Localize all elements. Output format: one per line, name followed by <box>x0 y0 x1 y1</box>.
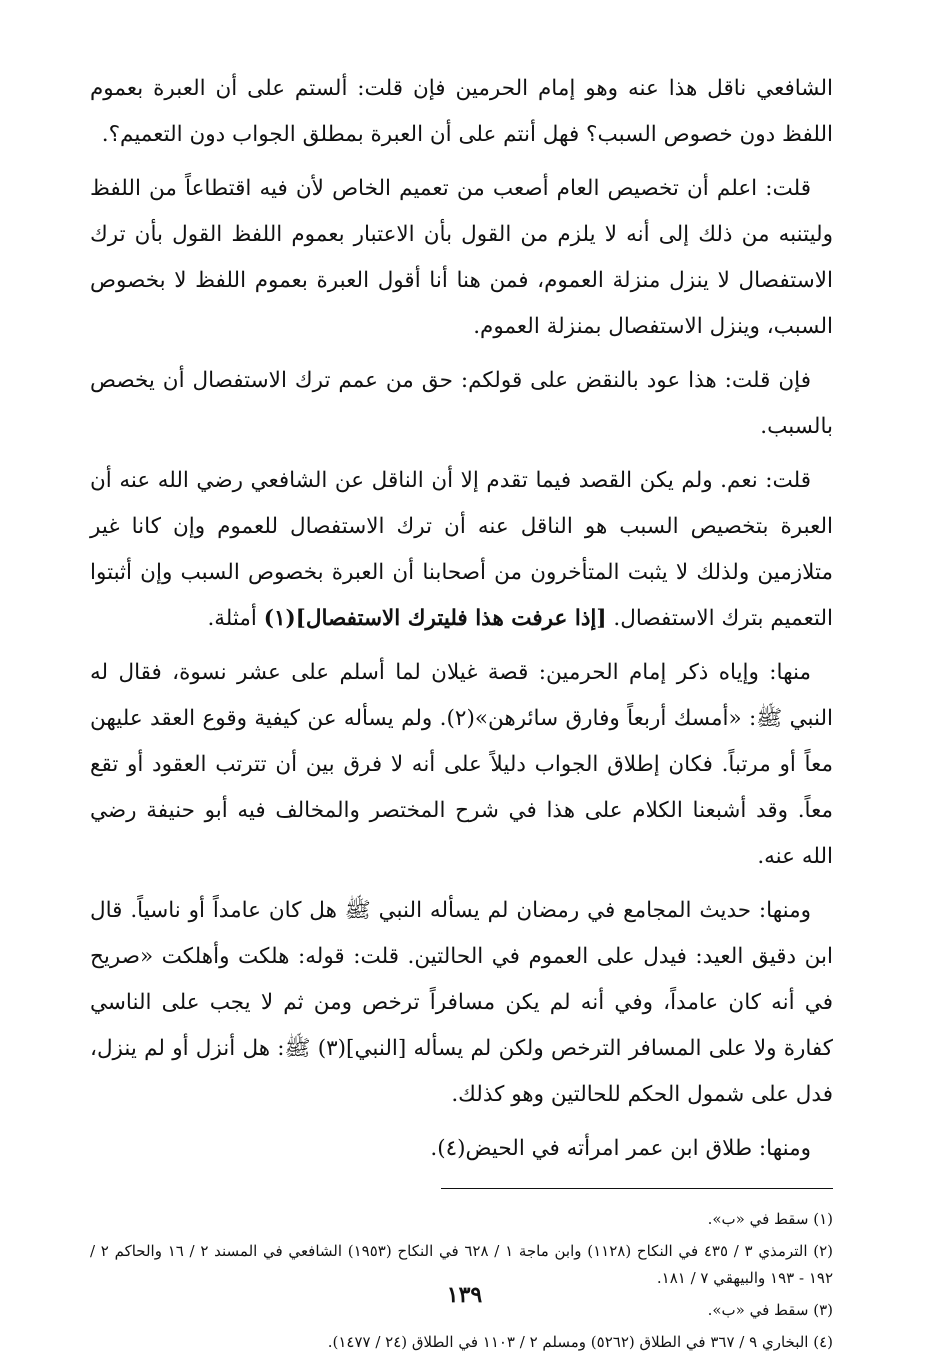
footnote-3: (٣) سقط في «ب». <box>707 1301 833 1319</box>
paragraph-5: منها: وإياه ذكر إمام الحرمين: قصة غيلان لما أسلم على عشر نسوة، فقال له النبي ﷺ: «أمسك أربعاً وفارق سائرهن»(٢). ولم يسأله عن كيفية وقوع العقد عليهن معاً أو مرتباً. فكان إطلاق الجواب دليلاً على أنه لا فرق بين أن تترتب العقود أو تقع معاً. وقد أشبعنا الكلام على هذا في شرح المختصر والمخالف فيه أبو حنيفة رضي الله عنه. <box>90 660 833 869</box>
page-number: ١٣٩ <box>446 1282 483 1308</box>
paragraph-1: الشافعي ناقل هذا عنه وهو إمام الحرمين فإن قلت: ألستم على أن العبرة بعموم اللفظ دون خصوص السبب؟ فهل أنتم على أن العبرة بمطلق الجواب دون التعميم؟. <box>90 76 833 147</box>
after-bold-text: أمثلة. <box>207 606 257 631</box>
bold-insert: [إذا عرفت هذا فليترك الاستفصال](١) <box>263 606 607 631</box>
footnote-2: (٢) الترمذي ٣ / ٤٣٥ في النكاح (١١٢٨) وابن ماجة ١ / ٦٢٨ في النكاح (١٩٥٣) الشافعي في المسند ٢ / ١٦ والحاكم ٢ / ١٩٢ - ١٩٣ والبيهقي ٧ / ١٨١. <box>90 1242 834 1287</box>
paragraph-3: فإن قلت: هذا عود بالنقض على قولكم: حق من عمم ترك الاستفصال أن يخصص بالسبب. <box>90 368 833 439</box>
paragraph-4 <box>90 458 833 642</box>
paragraph-4-text: قلت: نعم. ولم يكن القصد فيما تقدم إلا أن الناقل عن الشافعي رضي الله عنه أن العبرة بتخصيص السبب هو الناقل عنه أن ترك الاستفصال للعموم وإن كانا غير متلازمين ولذلك لا يثبت المتأخرون من أصحابنا أن العبرة بخصوص السبب وإن أثبتوا التعميم بترك الاستفصال. <box>90 468 833 631</box>
footnotes <box>90 1206 833 1356</box>
paragraph-7: ومنها: طلاق ابن عمر امرأته في الحيض(٤). <box>430 1136 811 1161</box>
footnote-separator-row <box>90 1180 833 1200</box>
paragraph-2: قلت: اعلم أن تخصيص العام أصعب من تعميم الخاص لأن فيه اقتطاعاً من اللفظ وليتنبه من ذلك إلى أنه لا يلزم من القول بأن الاعتبار بعموم اللفظ القول بأن ترك الاستفصال لا ينزل منزلة العموم، فمن هنا أنا أقول العبرة بعموم اللفظ لا بخصوص السبب، وينزل الاستفصال بمنزلة العموم. <box>90 176 833 339</box>
footnote-separator <box>441 1188 833 1189</box>
main-text <box>90 66 833 1172</box>
paragraph-6: ومنها: حديث المجامع في رمضان لم يسأله النبي ﷺ هل كان عامداً أو ناسياً. قال ابن دقيق العيد: فيدل على العموم في الحالتين. قلت: قوله: هلكت وأهلكت «صريح في أنه كان عامداً، وفي أنه لم يكن مسافراً ترخص ومن ثم لا يجب على الناسي كفارة ولا على المسافر الترخص ولكن لم يسأله [النبي](٣) ﷺ: هل أنزل أو لم ينزل، فدل على شمول الحكم للحالتين وهو كذلك. <box>90 898 834 1107</box>
footnote-1: (١) سقط في «ب». <box>707 1210 833 1228</box>
footnote-4: (٤) البخاري ٩ / ٣٦٧ في الطلاق (٥٢٦٢) ومسلم ٢ / ١١٠٣ في الطلاق (٢٤ / ١٤٧٧). <box>327 1333 833 1351</box>
